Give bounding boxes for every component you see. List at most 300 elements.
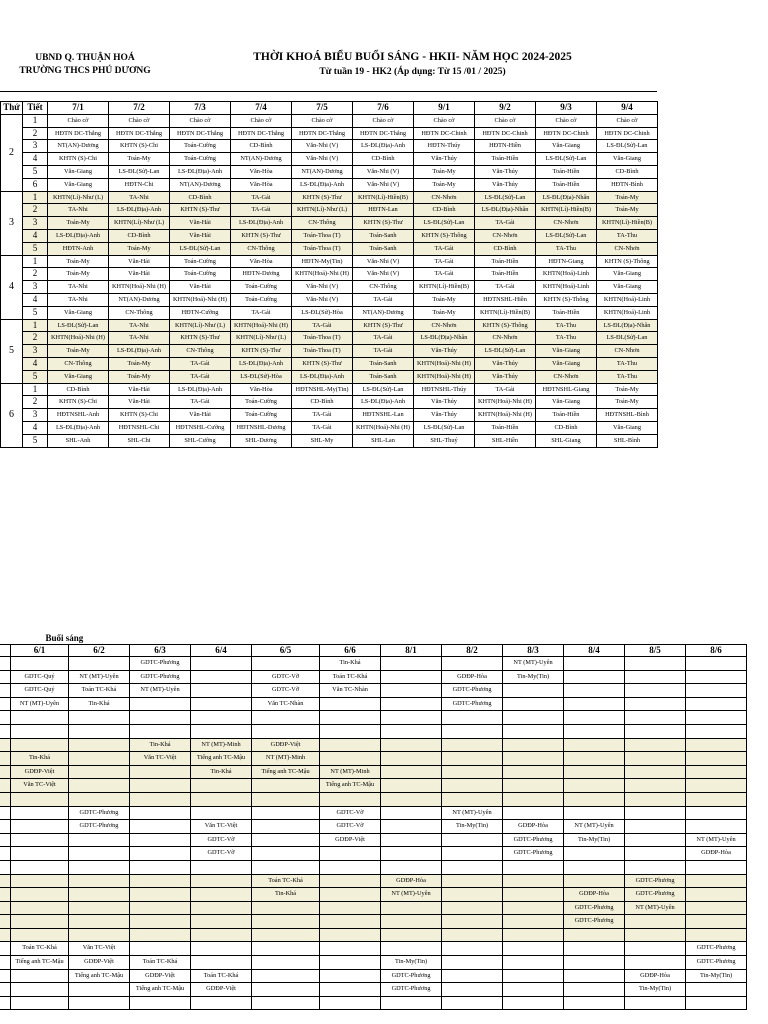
subject-cell: Văn-Giang [597,153,658,166]
subject-cell: LS-ĐL(Sử)-Lan [109,165,170,178]
subject-cell: KHTN(Hoá)-Nhi (H) [475,396,536,409]
subject-cell: Chào cờ [109,114,170,127]
col-header-class: 6/6 [320,645,381,657]
subject-cell [625,697,686,711]
table-row [0,996,747,1010]
col-header-class: 6/3 [130,645,191,657]
subject-cell: KHTN(Lí)-Hiền(B) [353,191,414,204]
subject-cell: Toán-Hiền [536,306,597,319]
subject-cell: Toán-My [109,153,170,166]
subject-cell: NT (MT)-Uyên [564,820,625,834]
timetable-grades-6-8 [0,633,747,1010]
school-header [0,52,170,78]
subject-cell [625,724,686,738]
subject-cell: GDĐP-Hòa [625,969,686,983]
subject-cell [503,752,564,766]
table-row [0,901,747,915]
subject-cell [442,956,503,970]
subject-cell [381,820,442,834]
subject-cell [11,833,69,847]
subject-cell [564,942,625,956]
subject-cell [503,765,564,779]
subject-cell [11,711,69,725]
subject-cell [381,765,442,779]
subject-cell [625,711,686,725]
subject-cell: SHL-Bình [597,434,658,447]
subject-cell [130,724,191,738]
subject-cell [442,983,503,997]
subject-cell: KHTN (S)-Thư [170,204,231,217]
subject-cell: Văn-Nhi (V) [353,255,414,268]
subject-cell [442,765,503,779]
subject-cell: HĐTN-Chi [109,178,170,191]
subject-cell: Văn-Thúy [414,153,475,166]
subject-cell: HĐTN-Lan [353,204,414,217]
subject-cell [686,983,747,997]
period-cell: 3 [23,281,48,294]
subject-cell: CN-Nhơn [536,370,597,383]
lead-cell [0,901,11,915]
subject-cell: NT (MT)-Uyên [11,697,69,711]
subject-cell [503,996,564,1010]
subject-cell [69,752,130,766]
subject-cell: Tin-Khá [191,765,252,779]
subject-cell [442,874,503,888]
subject-cell: CN-Nhơn [597,345,658,358]
lead-cell [0,752,11,766]
subject-cell: GDTC-Quý [11,670,69,684]
subject-cell [686,928,747,942]
subject-cell: Văn-Giang [597,268,658,281]
subject-cell: LS-ĐL(Sử)-Lan [597,140,658,153]
subject-cell: HĐTN DC-Thắng [292,127,353,140]
subject-cell: Toán-Thoa (T) [292,345,353,358]
subject-cell: Chào cờ [170,114,231,127]
subject-cell: Toán TC-Khá [252,874,320,888]
period-cell: 5 [23,306,48,319]
subject-cell: Văn-Hải [109,255,170,268]
subject-cell [130,996,191,1010]
subject-cell: Văn-Thúy [475,178,536,191]
subject-cell: HĐTNSHL-Bình [597,409,658,422]
subject-cell [381,724,442,738]
subject-cell [503,792,564,806]
subject-cell [191,956,252,970]
lead-cell [0,684,11,698]
subject-cell [503,983,564,997]
subject-cell [252,779,320,793]
subject-cell: TA-Nhi [48,281,109,294]
subject-cell: SHL-Hiền [475,434,536,447]
lead-cell [0,724,11,738]
col-header-class: 8/1 [381,645,442,657]
table-row [1,114,658,127]
blank-cell [191,633,252,645]
subject-cell: Văn-Giang [48,165,109,178]
lead-cell [0,956,11,970]
subject-cell [320,928,381,942]
subject-cell: Toán-Hiền [475,268,536,281]
subject-cell: KHTN(Hoá)-Linh [597,306,658,319]
subject-cell: NT (MT)-Minh [252,752,320,766]
subject-cell: Văn-Thúy [414,345,475,358]
subject-cell: Toán TC-Khá [191,969,252,983]
subject-cell: KHTN(Hoá)-Nhi (H) [475,409,536,422]
district-name: UBND Q. THUẬN HOÁ [35,53,135,63]
subject-cell [69,983,130,997]
subject-cell: Văn-Nhi (V) [292,293,353,306]
subject-cell: LS-ĐL(Sử)-Hòa [231,370,292,383]
col-header-class: 6/4 [191,645,252,657]
col-header-class: 7/1 [48,102,109,115]
subject-cell: SHL-Thuý [414,434,475,447]
subject-cell: NT (MT)-Uyên [442,806,503,820]
subject-cell: GDTC-Vỡ [320,806,381,820]
subject-cell [69,765,130,779]
subject-cell: NT (MT)-Uyên [625,901,686,915]
subject-cell: Tiếng anh TC-Mậu [191,752,252,766]
period-cell: 3 [23,345,48,358]
subject-cell: Văn-Hải [170,281,231,294]
subject-cell: LS-ĐL(Sử)-Lan [536,153,597,166]
subject-cell [381,792,442,806]
subject-cell: GDĐP-Hòa [381,874,442,888]
subject-cell: Toán-Hiền [475,421,536,434]
subject-cell [503,697,564,711]
subject-cell [130,888,191,902]
subject-cell: Toán-Cường [231,281,292,294]
subject-cell [191,684,252,698]
subject-cell: KHTN (S)-Chi [48,396,109,409]
subject-cell [320,738,381,752]
table-row [1,153,658,166]
subject-cell [625,833,686,847]
subject-cell [69,928,130,942]
subject-cell: Toán-My [109,370,170,383]
subject-cell [130,765,191,779]
subject-cell: Toán-My [597,204,658,217]
subject-cell: KHTN(Hoá)-Nhi (H) [109,281,170,294]
subject-cell [320,792,381,806]
subject-cell: NT (MT)-Uyên [381,888,442,902]
period-cell: 3 [23,217,48,230]
subject-cell [130,942,191,956]
subject-cell [11,969,69,983]
subject-cell: CN-Thông [292,217,353,230]
subject-cell: CD-Bình [597,165,658,178]
subject-cell: GDTC-Phương [442,697,503,711]
subject-cell [381,684,442,698]
subject-cell: Tin-My(Tin) [503,670,564,684]
subject-cell [442,779,503,793]
subject-cell [564,956,625,970]
table-row [1,242,658,255]
subject-cell: Văn-Giang [48,306,109,319]
subject-cell: Toán-My [414,293,475,306]
table-row [1,396,658,409]
subject-cell: KHTN (S)-Thông [414,229,475,242]
table-row [1,357,658,370]
table-row [0,765,747,779]
subject-cell [130,792,191,806]
col-header-tiet: Tiết [23,102,48,115]
subject-cell [442,928,503,942]
table-row [0,956,747,970]
subject-cell [686,901,747,915]
subject-cell: GDTC-Vỡ [252,670,320,684]
col-header-class: 7/4 [231,102,292,115]
subject-cell [625,847,686,861]
lead-cell [0,860,11,874]
col-header-class: 7/5 [292,102,353,115]
subject-cell [320,724,381,738]
subject-cell: LS-ĐL(Địa)-Anh [353,396,414,409]
blank-cell [252,633,320,645]
subject-cell: GDTC-Phương [564,915,625,929]
subject-cell: CN-Nhơn [475,332,536,345]
subject-cell [686,806,747,820]
day-cell: 2 [1,114,23,191]
subject-cell: Tin-Khá [11,752,69,766]
table-row [0,779,747,793]
subject-cell: HĐTN-My(Tin) [292,255,353,268]
subject-cell [191,860,252,874]
subject-cell [503,928,564,942]
header-row [0,645,747,657]
subject-cell [69,657,130,671]
subject-cell: LS-ĐL(Sử)-Lan [475,345,536,358]
col-header-class: 8/3 [503,645,564,657]
subject-cell: Toán TC-Khá [11,942,69,956]
subject-cell [564,874,625,888]
lead-cell [0,657,11,671]
subject-cell: Văn-Hải [109,383,170,396]
subject-cell: SHL-Lan [353,434,414,447]
subject-cell [381,942,442,956]
table-row [0,833,747,847]
subject-cell: Tin-My(Tin) [442,820,503,834]
subject-cell: NT (MT)-Minh [191,738,252,752]
col-header-class: 9/4 [597,102,658,115]
subject-cell: TA-Gái [414,242,475,255]
subject-cell: Tin-My(Tin) [625,983,686,997]
subject-cell: CD-Bình [414,204,475,217]
subject-cell [191,888,252,902]
subject-cell: Toán TC-Khá [69,684,130,698]
subject-cell [252,860,320,874]
subject-cell: HĐTNSHL-Thúy [414,383,475,396]
table-row [0,711,747,725]
subject-cell: HĐTN DC-Thắng [48,127,109,140]
subject-cell: TA-Gái [475,383,536,396]
subject-cell [252,901,320,915]
subject-cell [442,657,503,671]
subject-cell: LS-ĐL(Sử)-Lan [414,217,475,230]
subject-cell: GDTC-Vỡ [320,820,381,834]
period-cell: 1 [23,255,48,268]
table-row [0,969,747,983]
subject-cell [11,888,69,902]
subject-cell [442,738,503,752]
lead-cell [0,833,11,847]
subject-cell: KHTN (S)-Thông [536,293,597,306]
table-row [1,409,658,422]
period-cell: 1 [23,383,48,396]
subject-cell: KHTN(Hoá)-Nhi (H) [414,357,475,370]
subject-cell: Văn-Hòa [231,255,292,268]
subject-cell: CN-Thông [170,345,231,358]
subject-cell: GDTC-Phương [564,901,625,915]
subject-cell: Chào cờ [475,114,536,127]
subject-cell: Toán-My [414,165,475,178]
subject-cell: Toán-My [48,255,109,268]
table-row [1,281,658,294]
subject-cell: HĐTN DC-Chinh [414,127,475,140]
subject-cell: GDTC-Vỡ [191,833,252,847]
subject-cell: Toán-Sanh [353,229,414,242]
subject-cell: GDTC-Vỡ [252,684,320,698]
subject-cell: CN-Nhơn [414,191,475,204]
subject-cell: TA-Gái [414,268,475,281]
subject-cell [69,901,130,915]
subject-cell: CN-Nhơn [414,319,475,332]
subject-cell [686,820,747,834]
subject-cell [252,969,320,983]
subject-cell: KHTN (S)-Thư [353,217,414,230]
subject-cell: GDĐP-Việt [252,738,320,752]
day-cell: 4 [1,255,23,319]
subject-cell: Toán-Sanh [353,357,414,370]
period-cell: 5 [23,242,48,255]
subject-cell: TA-Gái [231,204,292,217]
subject-cell: HĐTN-Giang [536,255,597,268]
table-row [1,332,658,345]
subject-cell: Văn TC-Việt [191,820,252,834]
subject-cell: Tin-My(Tin) [381,956,442,970]
subject-cell [503,779,564,793]
lead-cell [0,983,11,997]
subject-cell: GDTC-Phương [69,806,130,820]
subject-cell: SHL-Anh [48,434,109,447]
subject-cell [11,738,69,752]
subject-cell: KHTN(Hoá)-Nhi (H) [292,268,353,281]
subject-cell: KHTN(Lí)-Hiền(B) [475,306,536,319]
col-header-thu: Thứ [1,102,23,115]
subject-cell [69,792,130,806]
subject-cell [686,670,747,684]
subject-cell: CD-Bình [109,229,170,242]
subject-cell [564,697,625,711]
subject-cell: Toán-Thoa (T) [292,229,353,242]
blank-cell [442,633,503,645]
subject-cell [11,657,69,671]
subject-cell [442,996,503,1010]
col-header-class: 7/2 [109,102,170,115]
subject-cell [320,983,381,997]
subject-cell: LS-ĐL(Địa)-Anh [292,178,353,191]
table-row [0,942,747,956]
subject-cell: TA-Gái [414,255,475,268]
table-row [0,752,747,766]
subject-cell: Văn TC-Nhàn [252,697,320,711]
subject-cell [252,983,320,997]
subject-cell: Văn-Giang [597,421,658,434]
day-cell: 6 [1,383,23,447]
subject-cell [130,806,191,820]
subject-cell: KHTN(Hoá)-Linh [536,281,597,294]
subject-cell: Văn-Giang [536,396,597,409]
subject-cell [442,792,503,806]
lower-body [0,657,747,1010]
col-header-class: 6/1 [11,645,69,657]
subject-cell: Văn-Giang [536,357,597,370]
subject-cell: LS-ĐL(Sử)-Lan [353,383,414,396]
subject-cell: KHTN(Hoá)-Nhi (H) [48,332,109,345]
subject-cell: Tin-Khá [320,657,381,671]
table-row [1,204,658,217]
subject-cell: HĐTNSHL-Cường [170,421,231,434]
subject-cell [503,874,564,888]
subject-cell: LS-ĐL(Địa)-Nhân [597,319,658,332]
subject-cell [130,901,191,915]
subject-cell [69,724,130,738]
lead-cell [0,969,11,983]
period-cell: 5 [23,165,48,178]
subject-cell [381,697,442,711]
subject-cell: CD-Bình [292,396,353,409]
subject-cell: CN-Thông [231,242,292,255]
subject-cell: KHTN (S)-Thư [292,357,353,370]
subject-cell: TA-Thu [536,332,597,345]
subject-cell: Văn-Thúy [475,370,536,383]
subject-cell [503,888,564,902]
subject-cell: CD-Bình [170,191,231,204]
subject-cell: CN-Thông [353,281,414,294]
subject-cell: NT(AN)-Dương [292,165,353,178]
subject-cell: KHTN (S)-Thông [475,319,536,332]
subject-cell [69,738,130,752]
subject-cell [320,752,381,766]
subject-cell [69,847,130,861]
lead-cell [0,765,11,779]
lead-cell [0,806,11,820]
subject-cell [320,969,381,983]
subject-cell: LS-ĐL(Địa)-Nhân [536,191,597,204]
subject-cell: HĐTN DC-Chinh [536,127,597,140]
period-cell: 2 [23,396,48,409]
subject-cell: KHTN (S)-Chi [109,140,170,153]
subject-cell [320,888,381,902]
subject-cell: GDTC-Phương [686,942,747,956]
subject-cell: TA-Nhi [109,319,170,332]
subject-cell: NT(AN)-Dương [109,293,170,306]
subject-cell [320,942,381,956]
table-row [0,860,747,874]
subject-cell [625,670,686,684]
subject-cell [252,792,320,806]
subject-cell: Toán-Cường [170,140,231,153]
subject-cell: TA-Nhi [109,191,170,204]
subject-cell: Văn-Giang [597,281,658,294]
col-header-class: 8/4 [564,645,625,657]
subject-cell [564,684,625,698]
subject-cell [191,915,252,929]
subject-cell [625,684,686,698]
table-row [1,165,658,178]
period-cell: 1 [23,191,48,204]
subject-cell: NT(AN)-Dương [231,153,292,166]
blank-cell [503,633,564,645]
